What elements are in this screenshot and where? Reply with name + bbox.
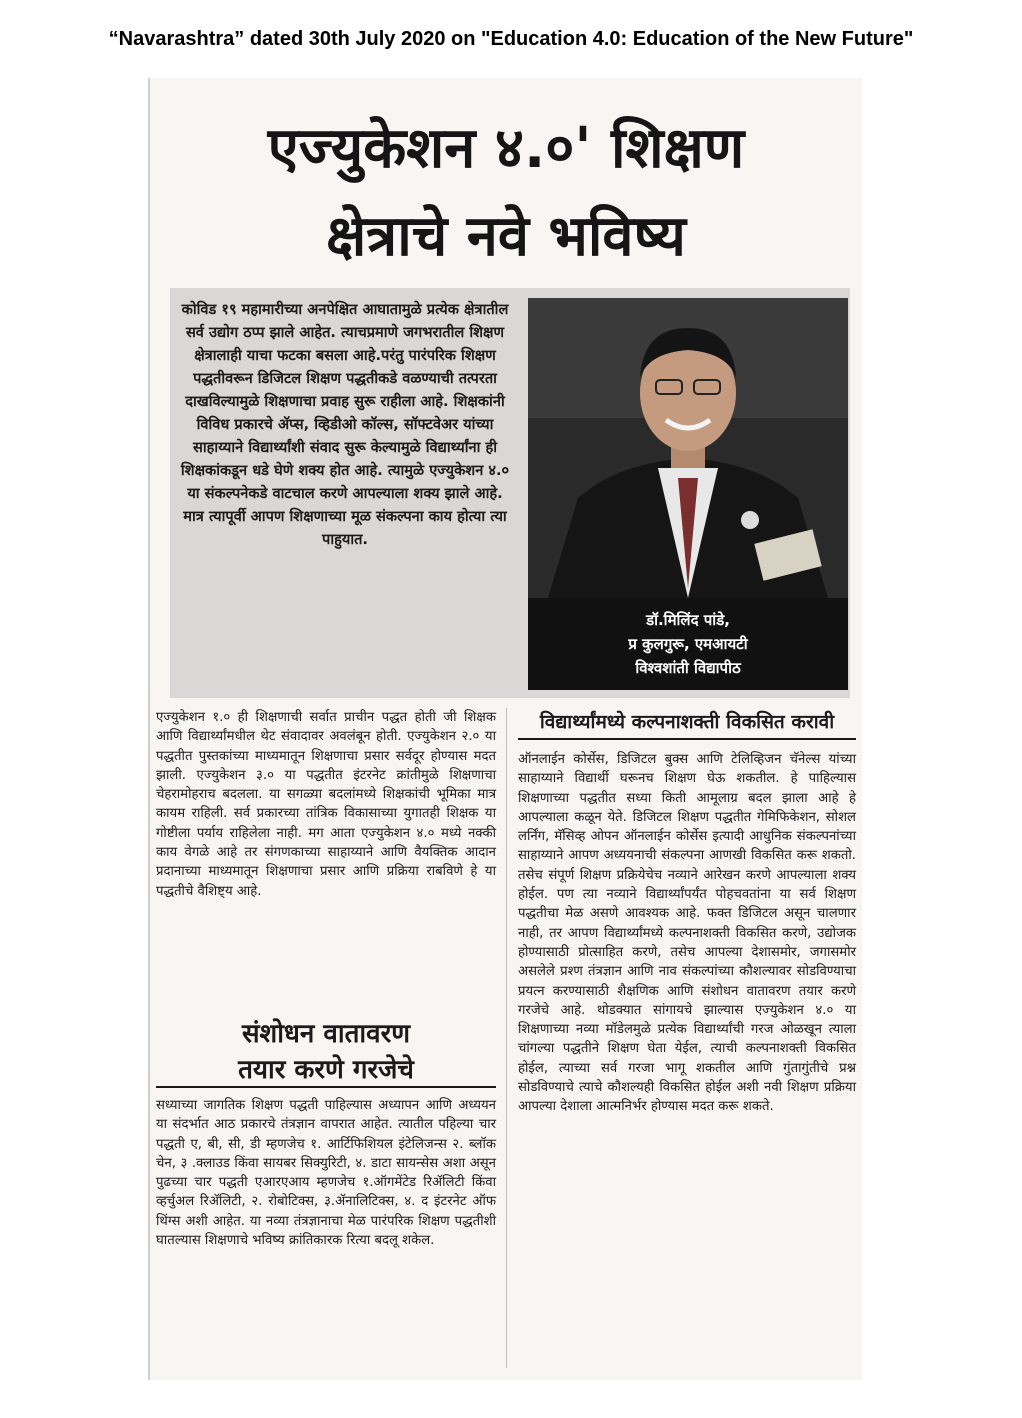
left-column-paragraph-1: एज्युकेशन १.० ही शिक्षणाची सर्वात प्राचीन पद्धत होती जी शिक्षक आणि विद्यार्थ्यांमधील थेट संवादावर अवलंबून होती. एज्युकेशन २.० या पद्धतीत पुस्तकांच्या माध्यमातून शिक्षणाचा प्रसार सर्वदूर होण्यास मदत झाली. एज्युकेशन ३.० या पद्धतीत इंटरनेट क्रांतीमुळे शिक्षणाचा चेहरामोहराच बदलला. या सगळ्या बदलांमध्ये शिक्षकांची भूमिका मात्र कायम राहिली. सर्व प्रकारच्या तांत्रिक विकासाच्या युगातही शिक्षक या गोष्टीला पर्याय राहिलेला नाही. मग आता एज्युकेशन ४.० मध्ये नक्की काय वेगळे आहे तर संगणकाच्या साहाय्याने आणि वैयक्तिक आदान प्रदानाच्या माध्यमातून शिक्षणाचा प्रसार आणि प्रक्रिया राबविणे हे या पद्धतीचे वैशिष्ट्य आहे. (156, 710, 496, 899)
headline-line-1: एज्युकेशन ४.०' शिक्षण (267, 116, 745, 181)
left-column-paragraph-2: सध्याच्या जागतिक शिक्षण पद्धती पाहिल्यास अध्यापन आणि अध्ययन या संदर्भात आठ प्रकारचे तंत्रज्ञान वापरात आहेत. त्यातील पहिल्या चार पद्धती ए, बी, सी, डी म्हणजेच १. आर्टिफिशियल इंटेलिजन्स २. ब्लॉक चेन, ३ .क्लाउड किंवा सायबर सिक्युरिटी, ४. डाटा सायन्सेस अशा असून पुढच्या चार पद्धती एआरएआय म्हणजेच १.ऑगमेंटेड रिॲलिटी किंवा व्हर्चुअल रिॲलिटी, २. रोबोटिक्स, ३.ॲनालिटिक्स, ४. द इंटरनेट ऑफ थिंग्स अशी आहेत. या नव्या तंत्रज्ञानाचा मेळ पारंपरिक शिक्षण पद्धतीशी घातल्यास शिक्षणाचे भविष्य क्रांतिकारक रित्या बदलू शकेल. (156, 1098, 496, 1249)
column-divider (506, 708, 507, 1368)
left-subhead-line-2: तयार करणे गरजेचे (238, 1055, 414, 1085)
intro-text: कोविड १९ महामारीच्या अनपेक्षित आघातामुळे प्रत्येक क्षेत्रातील सर्व उद्योग ठप्प झाले आहेत. त्याचप्रमाणे जगभरातील शिक्षण क्षेत्रालाही याचा फटका बसला आहे.परंतु पारंपरिक शिक्षण पद्धतीवरून डिजिटल शिक्षण पद्धतीकडे वळण्याची तत्परता दाखविल्यामुळे शिक्षणाचा प्रवाह सुरू राहीला आहे. शिक्षकांनी विविध प्रकारचे ॲप्स, व्हिडीओ कॉल्स, सॉफ्टवेअर यांच्या साहाय्याने विद्यार्थ्यांशी संवाद सुरू केल्यामुळे विद्यार्थ्यांना ही शिक्षकांकडून धडे घेणे शक्य होत आहे. त्यामुळे एज्युकेशन ४.० या संकल्पनेकडे वाटचाल करणे आपल्याला शक्य झाले आहे. मात्र त्यापूर्वी आपण शिक्षणाच्या मूळ संकल्पना काय होत्या त्या पाहुयात. (180, 301, 510, 548)
page-caption: “Navarashtra” dated 30th July 2020 on "Education 4.0: Education of the New Future" (108, 28, 914, 50)
photo-caption-name: डॉ.मिलिंद पांडे, (646, 611, 730, 629)
left-subhead-line-1: संशोधन वातावरण (241, 1019, 411, 1049)
headline-line-2: क्षेत्राचे नवे भविष्य (326, 204, 686, 269)
photo-caption (528, 598, 848, 690)
right-column-paragraph: ऑनलाईन कोर्सेस, डिजिटल बुक्स आणि टेलिव्हिजन चॅनेल्स यांच्या साहाय्याने विद्यार्थी घरूनच शिक्षण घेऊ शकतील. हे पाहिल्यास शिक्षणाच्या पद्धतीत सध्या किती आमूलाग्र बदल झाला आहे हे आपल्याला कळून येते. डिजिटल शिक्षण पद्धतीत गेमिफिकेशन, सोशल लर्निंग, मॅसिव्ह ओपन ऑनलाईन कोर्सेस इत्यादी आधुनिक संकल्पनांच्या साहाय्याने आपण अध्ययनाची संकल्पना आणखी विकसित करू शकतो. तसेच संपूर्ण शिक्षण प्रक्रियेचेच नव्याने आरेखन करणे आपल्याला शक्य होईल. पण त्या नव्याने विद्यार्थ्यांपर्यंत पोहचवतांना या सर्व शिक्षण पद्धतीचा मेळ असणे आवश्यक आहे. फक्त डिजिटल असून चालणार नाही, तर आपण विद्यार्थ्यांमध्ये कल्पनाशक्ती विकसित करणे, उद्योजक होण्यासाठी प्रोत्साहित करणे, तसेच आपल्या देशासमोर, जगासमोर असलेले प्रश्ण तंत्रज्ञान आणि नाव संकल्पांच्या कौशल्यावर सोडविण्याचा प्रयत्न करण्यासाठी शैक्षणिक आणि संशोधन वातावरण तयार करणे गरजेचे आहे. थोडक्यात सांगायचे झाल्यास एज्युकेशन ४.० या शिक्षणाच्या नव्या मॉडेलमुळे प्रत्येक विद्यार्थ्यांची गरज ओळखून त्याला चांगल्या पद्धतीने शिक्षण घेता येईल, त्याची कल्पनाशक्ती विकसित होईल, त्याच्या सर्व गरजा भागू शकतील आणि गुंतागुंतीचे प्रश्न सोडविण्याचे त्याचे कौशल्यही विकसित होईल अशी नवी शिक्षण प्रक्रिया आपल्या देशाला आत्मनिर्भर होण्यास मदत करू शकते. (518, 752, 856, 1115)
portrait-photo (528, 298, 848, 598)
right-subhead: विद्यार्थ्यांमध्ये कल्पनाशक्ती विकसित करावी (518, 708, 856, 740)
photo-caption-org: विश्वशांती विद्यापीठ (635, 659, 741, 677)
photo-caption-title: प्र कुलगुरू, एमआयटी (628, 635, 748, 653)
intro-box (170, 288, 850, 698)
portrait-illustration (528, 298, 848, 598)
newspaper-clipping (148, 78, 862, 1380)
left-subhead-rule (156, 1086, 496, 1088)
